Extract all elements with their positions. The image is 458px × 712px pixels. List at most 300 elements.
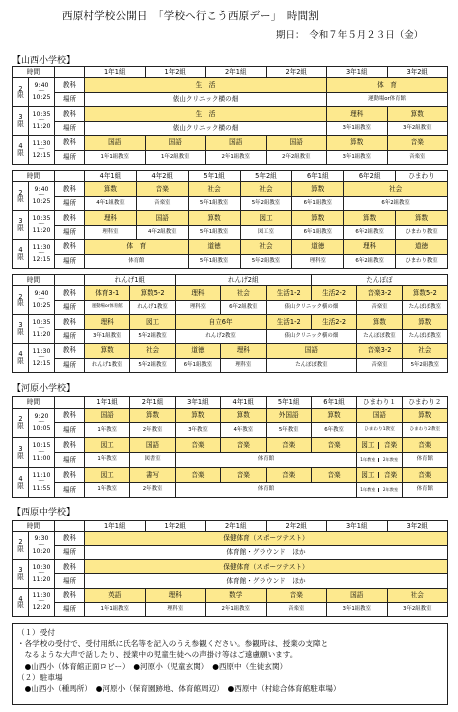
subject-cell: 社会: [402, 344, 447, 358]
period-time: 9:40 ～ 10:25: [29, 286, 55, 315]
period-row: [13, 408, 448, 423]
subject-cell: 社会: [188, 182, 240, 196]
col-header-class: 3年1組: [327, 67, 388, 78]
subject-cell: 図工: [240, 211, 292, 225]
subject-cell: 音楽3-2: [357, 286, 402, 300]
row-label-place: 場所: [55, 329, 85, 343]
row-label-place: 場所: [55, 574, 85, 588]
place-cell: 俵山クリニック横の畑: [85, 121, 327, 135]
notes-heading-parking: （２）駐車場: [17, 672, 63, 682]
col-header-class: 2年2組: [266, 67, 327, 78]
place-row: [13, 254, 448, 269]
col-header-class: 4年2組: [136, 171, 188, 182]
subject-cell: 体 育: [85, 240, 189, 254]
col-header-class: たんぽぽ: [311, 275, 447, 286]
col-header-class: 1年1組: [85, 397, 130, 409]
col-header-class: 2年2組: [266, 521, 327, 532]
place-row: [13, 150, 448, 165]
place-cell: 1年教室: [85, 483, 130, 498]
subject-cell: 算数: [188, 211, 240, 225]
place-row: [13, 121, 448, 135]
row-label-place: 場所: [55, 453, 85, 468]
place-cell: 6年1組教室: [292, 225, 344, 239]
period-row: [13, 107, 448, 121]
row-label-place: 場所: [55, 196, 85, 210]
subject-cell: 国語: [145, 136, 206, 150]
subject-cell: 国語: [266, 344, 357, 358]
place-cell: 俵山クリニック横の畑: [266, 300, 357, 314]
place-cell: 2年教室: [130, 423, 175, 438]
row-label-place: 場所: [55, 602, 85, 616]
notes-text: なるような大声で話したり、授業中の児童生徒への声掛け等はご遠慮願います。: [17, 650, 298, 660]
place-cell: 3年2組教室: [387, 121, 448, 135]
period-time: 10:35 ～ 11:20: [29, 211, 55, 240]
row-label-subject: 教科: [55, 136, 85, 150]
subject-cell: 社会: [387, 588, 448, 602]
subject-cell: 体 育: [327, 78, 448, 92]
subject-cell: 自立6年: [175, 315, 266, 329]
notes-box: [12, 623, 448, 705]
place-cell: 2年2組教室: [266, 150, 327, 165]
place-cell: 体育館: [402, 483, 447, 498]
row-label-place: 場所: [55, 254, 85, 269]
subject-cell: 算数: [402, 408, 447, 423]
period-row: [13, 531, 448, 545]
period-label: 2 限: [13, 286, 29, 315]
period-row: [13, 315, 448, 329]
subject-cell: 数学: [206, 588, 267, 602]
place-cell: 6年2組教室: [344, 196, 448, 210]
place-cell: 体育館・グラウンド ほか: [85, 546, 448, 560]
place-cell: 5年2組教室: [402, 358, 447, 373]
place-cell: 1年1組教室: [85, 602, 146, 616]
place-cell-split: 1年教室 2年教室: [357, 483, 402, 498]
period-label: 4 限: [13, 588, 29, 616]
place-cell: 4年2組教室: [136, 225, 188, 239]
col-header-class: れんげ2組: [175, 275, 311, 286]
header-row: [13, 521, 448, 532]
notes-reception-locations: ●山西小（体育館正面ロビー） ●河原小（児童玄関） ●西原中（生徒玄関）: [17, 661, 288, 671]
period-time: 9:30 ～ 10:20: [29, 531, 55, 559]
subject-cell: 算数: [396, 211, 448, 225]
place-cell: 6年2組教室: [344, 254, 396, 269]
section-heading-nishihara-jh: 【西原中学校】: [12, 508, 76, 518]
section-heading-yamanishi: 【山西小学校】: [12, 56, 76, 66]
place-cell: 1年2組教室: [145, 150, 206, 165]
period-label: 4 限: [13, 136, 29, 165]
subject-cell: 社会: [240, 240, 292, 254]
subject-cell: 国語: [266, 136, 327, 150]
place-cell: 6年2組教室: [344, 225, 396, 239]
place-cell: 体育館: [175, 483, 357, 498]
col-header-class: 6年2組: [344, 171, 396, 182]
col-header-time: 時間: [13, 67, 55, 78]
subject-cell: 道徳: [175, 344, 220, 358]
subject-cell: 社会: [240, 182, 292, 196]
row-label-subject: 教科: [55, 408, 85, 423]
place-cell: ひまわり教室: [396, 254, 448, 269]
section-heading-kawahara: 【河原小学校】: [12, 384, 76, 394]
place-cell: 図工室: [240, 225, 292, 239]
period-row: [13, 78, 448, 92]
subject-cell: 生 活: [85, 107, 327, 121]
place-cell: たんぽぽ教室: [357, 329, 402, 343]
place-row: [13, 196, 448, 210]
row-label-subject: 教科: [55, 315, 85, 329]
period-time: 11:30 ～ 12:20: [29, 588, 55, 616]
place-row: [13, 92, 448, 106]
place-cell: 5年1組教室: [188, 225, 240, 239]
place-cell: 6年2組教室: [221, 300, 266, 314]
subject-cell: 音楽: [402, 468, 447, 483]
place-row: [13, 546, 448, 560]
subject-cell: 理科: [85, 315, 130, 329]
place-cell: 2年1組教室: [206, 602, 267, 616]
place-cell: 俵山クリニック横の畑: [266, 329, 357, 343]
subject-cell: 国語: [130, 438, 175, 453]
place-cell: 理科室: [175, 300, 220, 314]
header-row: [13, 397, 448, 409]
period-time: 11:30 ～ 12:15: [29, 136, 55, 165]
subject-cell: 図工: [85, 468, 130, 483]
place-cell: れんげ2教室: [175, 329, 266, 343]
period-row: [13, 344, 448, 358]
row-label-place: 場所: [55, 483, 85, 498]
header-row: [13, 171, 448, 182]
timetable-kawahara: [12, 396, 448, 498]
row-label-place: 場所: [55, 358, 85, 373]
subject-cell: 音楽3-2: [357, 344, 402, 358]
period-row: [13, 136, 448, 150]
subject-cell: 算数: [327, 136, 388, 150]
col-header-class: 4年1組: [85, 171, 137, 182]
place-cell: たんぽぽ教室: [402, 329, 447, 343]
col-header-class: 1年1組: [85, 67, 146, 78]
subject-cell: 音楽: [136, 182, 188, 196]
header-row: [13, 275, 448, 286]
subject-cell: 理科: [85, 211, 137, 225]
period-time: 10:30 ～ 11:20: [29, 560, 55, 588]
place-cell: 3年1組教室: [85, 329, 130, 343]
subject-cell: 音楽: [311, 468, 356, 483]
subject-cell: 国語: [85, 136, 146, 150]
place-cell: 1年1組教室: [85, 150, 146, 165]
subject-cell-split: 図工 音楽: [357, 438, 402, 453]
place-row: [13, 574, 448, 588]
notes-parking-locations: ●山西小（種馬所） ●河原小（保育園跡地、体育館周辺） ●西原中（村総合体育館駐車場）: [17, 684, 341, 694]
period-time: 11:30 ～ 12:15: [29, 344, 55, 373]
place-cell: ひまわり2教室: [402, 423, 447, 438]
place-cell: 俵山クリニック横の畑: [85, 92, 327, 106]
timetable-yamanishi-special: [12, 274, 448, 373]
subject-cell: 理科: [175, 286, 220, 300]
col-header-class: 6年1組: [292, 171, 344, 182]
place-cell: 図書室: [130, 453, 175, 468]
row-label-subject: 教科: [55, 211, 85, 225]
subject-cell: 算数: [292, 211, 344, 225]
place-cell: 5年2組教室: [240, 196, 292, 210]
place-row: [13, 300, 448, 314]
col-header-class: 1年2組: [145, 521, 206, 532]
place-cell-split: 1年教室 2年教室: [357, 453, 402, 468]
place-cell: 音楽室: [387, 150, 448, 165]
period-row: [13, 560, 448, 574]
notes-text: ・各学校の受付で、受付用紙に氏名等を記入のうえ参観ください。参観時は、授業の支障と: [17, 639, 329, 649]
place-cell: 3年1組教室: [327, 602, 388, 616]
place-cell: ひまわり教室: [396, 225, 448, 239]
place-cell: 3年2組教室: [387, 602, 448, 616]
period-label: 3 限: [13, 560, 29, 588]
row-label-subject: 教科: [55, 531, 85, 545]
subject-cell: 社会: [221, 286, 266, 300]
period-time: 9:40 ～ 10:25: [29, 78, 55, 107]
col-header-class: 4年1組: [221, 397, 266, 409]
place-cell: 体育館: [175, 453, 357, 468]
subject-cell: 音楽: [221, 468, 266, 483]
place-cell: たんぽぽ教室: [402, 300, 447, 314]
col-header-class: れんげ1組: [85, 275, 176, 286]
col-header-class: 1年1組: [85, 521, 146, 532]
row-label-subject: 教科: [55, 344, 85, 358]
subject-cell: 算数: [221, 408, 266, 423]
row-label-place: 場所: [55, 546, 85, 560]
period-time: 11:30 ～ 12:15: [29, 240, 55, 269]
period-row: [13, 211, 448, 225]
subject-cell: 音楽: [387, 136, 448, 150]
subject-cell: 生 活: [85, 78, 327, 92]
place-cell: 運動場or体育館: [327, 92, 448, 106]
col-header-class: ひまわり２: [402, 397, 447, 409]
place-row: [13, 225, 448, 239]
col-header-class: ひまわり: [396, 171, 448, 182]
col-header-class: 5年1組: [266, 397, 311, 409]
place-cell: 5年2組教室: [130, 329, 175, 343]
place-cell: 5年1組教室: [188, 196, 240, 210]
period-label: 4 限: [13, 344, 29, 373]
place-cell: 1年教室: [85, 453, 130, 468]
period-label: 3 限: [13, 438, 29, 468]
subject-cell: 算数: [292, 182, 344, 196]
subject-cell: 道徳: [188, 240, 240, 254]
row-label-subject: 教科: [55, 468, 85, 483]
row-label-place: 場所: [55, 225, 85, 239]
place-row: [13, 483, 448, 498]
subject-cell: 国語: [327, 588, 388, 602]
subject-cell: 国語: [357, 408, 402, 423]
place-cell: 2年教室: [130, 483, 175, 498]
subject-cell: 生活2-2: [311, 315, 356, 329]
place-cell: ひまわり1教室: [357, 423, 402, 438]
place-row: [13, 358, 448, 373]
col-header-time: 時間: [13, 521, 55, 532]
subject-cell: 音楽: [266, 438, 311, 453]
subject-cell-split: 図工 音楽: [357, 468, 402, 483]
row-label-subject: 教科: [55, 438, 85, 453]
row-label-place: 場所: [55, 150, 85, 165]
col-header-class: 3年1組: [175, 397, 220, 409]
subject-cell: 図工: [130, 315, 175, 329]
timetable-yamanishi-lower: [12, 66, 448, 165]
place-cell: 体育館: [402, 453, 447, 468]
period-label: 3 限: [13, 315, 29, 344]
subject-cell: 理科: [344, 240, 396, 254]
timetable-nishihara-jh: [12, 520, 448, 617]
subject-cell: 社会: [130, 344, 175, 358]
row-label-subject: 教科: [55, 560, 85, 574]
row-label-place: 場所: [55, 121, 85, 135]
col-header-class: 5年1組: [188, 171, 240, 182]
place-cell: 5年2組教室: [240, 254, 292, 269]
subject-cell: 音楽: [402, 438, 447, 453]
row-label-place: 場所: [55, 423, 85, 438]
subject-cell: 国語: [206, 136, 267, 150]
subject-cell: 音楽: [175, 438, 220, 453]
period-row: [13, 438, 448, 453]
place-cell: 5年2組教室: [130, 358, 175, 373]
subject-cell: 算数: [344, 211, 396, 225]
subject-cell: 道徳: [396, 240, 448, 254]
place-row: [13, 329, 448, 343]
col-header-time: 時間: [13, 275, 55, 286]
col-header-class: 2年1組: [206, 67, 267, 78]
subject-cell: 理科: [221, 344, 266, 358]
period-label: 4 限: [13, 240, 29, 269]
period-row: [13, 468, 448, 483]
subject-cell: 算数: [175, 408, 220, 423]
col-header-class: 3年2組: [387, 67, 448, 78]
place-row: [13, 453, 448, 468]
place-cell: れんげ1教室: [85, 358, 130, 373]
place-cell: 理科室: [292, 254, 344, 269]
subject-cell: 国語: [136, 211, 188, 225]
place-cell: 理科室: [145, 602, 206, 616]
place-cell: 3年1組教室: [327, 150, 388, 165]
period-row: [13, 182, 448, 196]
subject-cell: 外国語: [266, 408, 311, 423]
col-header-class: 2年1組: [206, 521, 267, 532]
col-header-time: 時間: [13, 397, 55, 409]
place-cell: 5年1組教室: [188, 254, 240, 269]
col-header-class: 5年2組: [240, 171, 292, 182]
period-time: 10:35 ～ 11:20: [29, 107, 55, 136]
col-header-class: 2年1組: [130, 397, 175, 409]
subject-cell: 英語: [85, 588, 146, 602]
row-label-subject: 教科: [55, 588, 85, 602]
place-cell: 4年1組教室: [85, 196, 137, 210]
period-label: 2 限: [13, 531, 29, 559]
row-label-subject: 教科: [55, 107, 85, 121]
col-header-time: 時間: [13, 171, 55, 182]
subject-cell: 算数: [130, 408, 175, 423]
subject-cell: 音楽: [266, 468, 311, 483]
place-cell: 6年1組教室: [292, 196, 344, 210]
subject-cell: 体育3-1: [85, 286, 130, 300]
place-cell: 3年教室: [175, 423, 220, 438]
period-label: 4 限: [13, 468, 29, 498]
place-cell: たんぽぽ教室: [266, 358, 357, 373]
subject-cell: 生活1-2: [266, 315, 311, 329]
period-time: 11:10 ～ 11:55: [29, 468, 55, 498]
place-cell: 4年教室: [221, 423, 266, 438]
row-label-place: 場所: [55, 300, 85, 314]
place-cell: 2年1組教室: [206, 150, 267, 165]
col-header-class: 6年1組: [311, 397, 356, 409]
subject-cell: 算数: [311, 408, 356, 423]
period-row: [13, 240, 448, 254]
subject-cell: 保健体育（スポーツテスト）: [85, 560, 448, 574]
subject-cell: 道徳: [292, 240, 344, 254]
subject-cell: 算数: [387, 107, 448, 121]
page-title: 西原村学校公開日 「学校へ行こう西原デー」 時間割: [62, 10, 319, 22]
subject-cell: 生活2-2: [311, 286, 356, 300]
row-label-place: 場所: [55, 92, 85, 106]
place-cell: 体育館: [85, 254, 189, 269]
period-time: 9:20 ～ 10:05: [29, 408, 55, 438]
subject-cell: 音楽: [311, 438, 356, 453]
subject-cell: 音楽: [175, 468, 220, 483]
period-label: 3 限: [13, 107, 29, 136]
col-header-class: ひまわり１: [357, 397, 402, 409]
subject-cell: 算数5-2: [130, 286, 175, 300]
event-date: 期日： 令和７年５月２３日（金）: [276, 30, 424, 41]
col-header-class: 3年1組: [327, 521, 388, 532]
subject-cell: 社会: [344, 182, 448, 196]
place-row: [13, 423, 448, 438]
place-cell: 6年教室: [311, 423, 356, 438]
place-cell: 体育館・グラウンド ほか: [85, 574, 448, 588]
header-row: [13, 67, 448, 78]
notes-heading-reception: （１）受付: [17, 628, 55, 637]
subject-cell: 音楽: [221, 438, 266, 453]
place-cell: 音楽室: [357, 358, 402, 373]
timetable-yamanishi-upper: [12, 170, 448, 269]
subject-cell: 算数: [357, 315, 402, 329]
subject-cell: 理科: [145, 588, 206, 602]
subject-cell: 算数5-2: [402, 286, 447, 300]
place-cell: 運動場or体育館: [85, 300, 130, 314]
period-time: 10:35 ～ 11:20: [29, 315, 55, 344]
subject-cell: 音楽: [266, 588, 327, 602]
subject-cell: 保健体育（スポーツテスト）: [85, 531, 448, 545]
place-cell: 1年教室: [85, 423, 130, 438]
place-row: [13, 602, 448, 616]
place-cell: 音楽室: [357, 300, 402, 314]
period-label: 2 限: [13, 182, 29, 211]
place-cell: 理科室: [85, 225, 137, 239]
subject-cell: 算数: [85, 182, 137, 196]
row-label-subject: 教科: [55, 182, 85, 196]
period-row: [13, 286, 448, 300]
row-label-subject: 教科: [55, 78, 85, 92]
subject-cell: 国語: [85, 408, 130, 423]
col-header-class: 3年2組: [387, 521, 448, 532]
period-time: 10:15 ～ 11:00: [29, 438, 55, 468]
subject-cell: 生活1-2: [266, 286, 311, 300]
subject-cell: 算数: [402, 315, 447, 329]
period-time: 9:40 ～ 10:25: [29, 182, 55, 211]
place-cell: れんげ1教室: [130, 300, 175, 314]
place-cell: 5年教室: [266, 423, 311, 438]
period-label: 3 限: [13, 211, 29, 240]
place-cell: 音楽室: [136, 196, 188, 210]
place-cell: 6年1組教室: [175, 358, 220, 373]
row-label-subject: 教科: [55, 240, 85, 254]
subject-cell: 図工: [85, 438, 130, 453]
row-label-subject: 教科: [55, 286, 85, 300]
place-cell: 理科室: [221, 358, 266, 373]
subject-cell: 書写: [130, 468, 175, 483]
period-label: 2 限: [13, 78, 29, 107]
